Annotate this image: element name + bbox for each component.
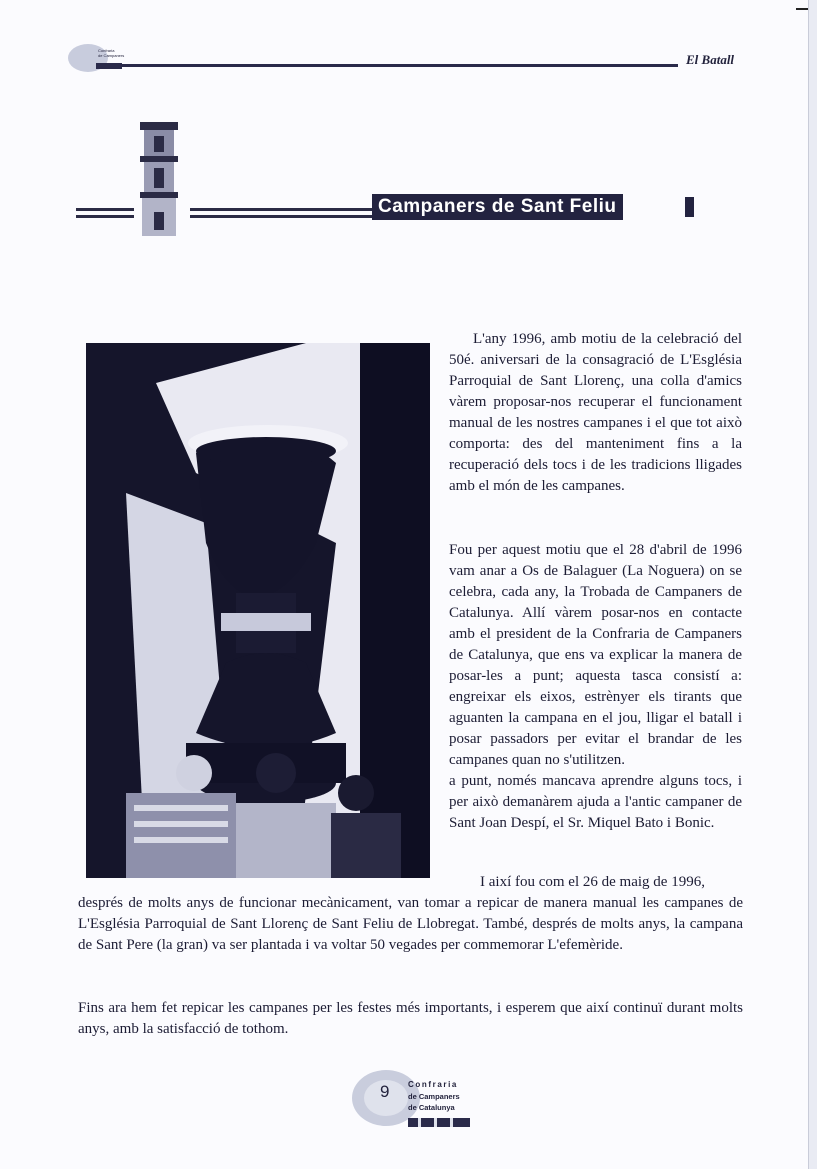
publication-title: El Batall	[686, 52, 735, 67]
page-number: 9	[380, 1082, 390, 1101]
paragraph-intro	[449, 329, 742, 497]
paragraph-trobada	[449, 540, 742, 834]
paragraph-text: a punt, només mancava aprendre alguns tocs, i per això demanàrem ajuda a l'antic campaner de Sant Joan Despí, el Sr. Miquel Bato i Bonic.	[449, 773, 742, 831]
paragraph-text: Fou per aquest motiu que el 28 d'abril de 1996 vam anar a Os de Balaguer (La Noguera) on se celebra, cada any, la Trobada de Campaners de Catalunya. Allí vàrem posar-nos en contacte amb el president de la Confraria de Campaners de Catalunya, que ens va explicar la manera de posar-les a punt; aquesta tasca consistí a: engreixar els eixos, estrènyer els tirants que aguanten la campana en el jou, lligar el batall i posar passadors per evitar el brandar de les campanes quan no s'utilitzen.	[449, 542, 742, 768]
header-rule	[122, 64, 678, 67]
svg-text:Confraria: Confraria	[98, 48, 115, 53]
banner-rule	[76, 215, 134, 218]
banner-rule	[190, 215, 372, 218]
org-name-line: de Campaners	[408, 1092, 460, 1101]
paragraph-text: després de molts anys de funcionar mecànicament, van tomar a repicar de manera manual les campanes de L'Església Parroquial de Sant Llorenç de Sant Feliu de Llobregat. També, després de molts anys, la campana de Sant Pere (la gran) va ser plantada i va voltar 50 vegades per commemorar L'efemèride.	[78, 895, 743, 953]
paragraph-text: L'any 1996, amb motiu de la celebració del 50é. aniversari de la consagració de L'Església Parroquial de Sant Llorenç, una colla d'amics vàrem proposar-nos recuperar el funcionament manual de les nostres campanes i el que tot això comporta: des del manteniment fins a la recuperació dels tocs i de les tradicions lligades amb el món de les campanes.	[449, 331, 742, 494]
corner-mark	[796, 8, 808, 10]
section-title: Campaners de Sant Feliu	[372, 194, 623, 220]
bell-photo	[86, 343, 430, 878]
banner-rule	[190, 208, 372, 211]
svg-text:de Campaners: de Campaners	[98, 53, 125, 58]
banner-rule	[76, 208, 134, 211]
bell-tower-icon	[136, 120, 186, 240]
page-edge	[808, 0, 817, 1169]
confraria-logo-icon	[66, 42, 126, 74]
org-name-line: de Catalunya	[408, 1103, 455, 1112]
paragraph-opening: I així fou com el 26 de maig de 1996,	[480, 874, 705, 890]
banner-tail	[685, 197, 694, 217]
org-name-line: Confraria	[408, 1080, 458, 1089]
paragraph-closing	[78, 998, 743, 1040]
paragraph-text: Fins ara hem fet repicar les campanes per les festes més importants, i esperem que així continuï durant molts anys, amb la satisfacció de tothom.	[78, 1000, 743, 1037]
paragraph-first-ringing	[78, 872, 743, 956]
